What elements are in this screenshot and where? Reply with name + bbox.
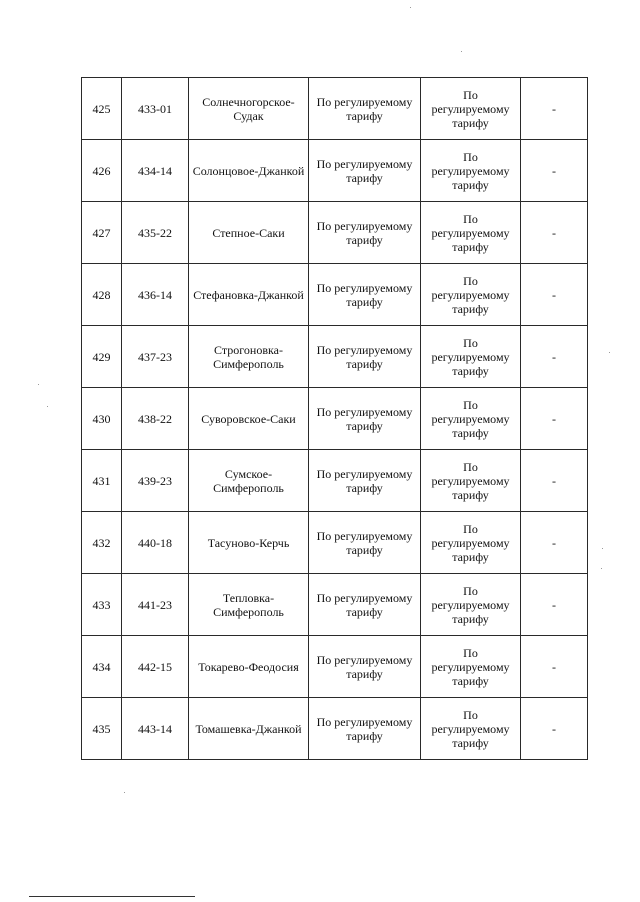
route-type: По регулируемому тарифу	[309, 698, 421, 760]
table-row	[82, 698, 588, 760]
route-extra: -	[521, 512, 588, 574]
route-extra: -	[521, 140, 588, 202]
route-type: По регулируемому тарифу	[309, 512, 421, 574]
route-extra: -	[521, 636, 588, 698]
row-number: 430	[82, 388, 122, 450]
route-type: По регулируемому тарифу	[309, 78, 421, 140]
row-number: 428	[82, 264, 122, 326]
row-number: 429	[82, 326, 122, 388]
route-name: Степное-Саки	[189, 202, 309, 264]
routes-table	[81, 77, 588, 760]
route-type: По регулируемому тарифу	[309, 636, 421, 698]
route-extra: -	[521, 78, 588, 140]
row-number: 432	[82, 512, 122, 574]
table-row	[82, 388, 588, 450]
route-code: 434-14	[122, 140, 189, 202]
table-row	[82, 450, 588, 512]
route-type: По регулируемому тарифу	[309, 140, 421, 202]
row-number: 425	[82, 78, 122, 140]
route-tariff: По регулируемому тарифу	[421, 78, 521, 140]
footnote-separator-line	[29, 896, 195, 897]
route-code: 435-22	[122, 202, 189, 264]
scan-speck	[601, 568, 602, 569]
route-tariff: По регулируемому тарифу	[421, 636, 521, 698]
route-type: По регулируемому тарифу	[309, 202, 421, 264]
route-code: 433-01	[122, 78, 189, 140]
row-number: 431	[82, 450, 122, 512]
route-name: Тепловка-Симферополь	[189, 574, 309, 636]
scan-speck	[47, 406, 48, 407]
row-number: 426	[82, 140, 122, 202]
route-code: 442-15	[122, 636, 189, 698]
table-row	[82, 264, 588, 326]
route-name: Солонцовое-Джанкой	[189, 140, 309, 202]
route-tariff: По регулируемому тарифу	[421, 574, 521, 636]
route-name: Стефановка-Джанкой	[189, 264, 309, 326]
route-extra: -	[521, 698, 588, 760]
scan-speck	[38, 384, 39, 385]
route-name: Суворовское-Саки	[189, 388, 309, 450]
scan-speck	[461, 51, 462, 52]
route-tariff: По регулируемому тарифу	[421, 450, 521, 512]
table-row	[82, 140, 588, 202]
route-tariff: По регулируемому тарифу	[421, 512, 521, 574]
route-tariff: По регулируемому тарифу	[421, 698, 521, 760]
route-name: Строгоновка-Симферополь	[189, 326, 309, 388]
scan-speck	[602, 548, 603, 549]
route-code: 441-23	[122, 574, 189, 636]
route-extra: -	[521, 574, 588, 636]
route-tariff: По регулируемому тарифу	[421, 140, 521, 202]
table-row	[82, 202, 588, 264]
route-name: Тасуново-Керчь	[189, 512, 309, 574]
table-row	[82, 512, 588, 574]
scan-speck	[410, 7, 411, 8]
route-extra: -	[521, 264, 588, 326]
row-number: 427	[82, 202, 122, 264]
route-name: Солнечногорское-Судак	[189, 78, 309, 140]
row-number: 434	[82, 636, 122, 698]
route-name: Токарево-Феодосия	[189, 636, 309, 698]
route-extra: -	[521, 202, 588, 264]
route-tariff: По регулируемому тарифу	[421, 202, 521, 264]
table-row	[82, 78, 588, 140]
route-type: По регулируемому тарифу	[309, 326, 421, 388]
row-number: 435	[82, 698, 122, 760]
route-type: По регулируемому тарифу	[309, 574, 421, 636]
route-type: По регулируемому тарифу	[309, 450, 421, 512]
route-code: 438-22	[122, 388, 189, 450]
route-tariff: По регулируемому тарифу	[421, 264, 521, 326]
route-extra: -	[521, 388, 588, 450]
route-type: По регулируемому тарифу	[309, 264, 421, 326]
route-name: Томашевка-Джанкой	[189, 698, 309, 760]
route-code: 436-14	[122, 264, 189, 326]
table-row	[82, 574, 588, 636]
scan-speck	[609, 352, 610, 353]
route-tariff: По регулируемому тарифу	[421, 326, 521, 388]
route-code: 437-23	[122, 326, 189, 388]
route-name: Сумское-Симферополь	[189, 450, 309, 512]
row-number: 433	[82, 574, 122, 636]
route-type: По регулируемому тарифу	[309, 388, 421, 450]
scan-speck	[124, 792, 125, 793]
route-extra: -	[521, 326, 588, 388]
route-code: 439-23	[122, 450, 189, 512]
route-tariff: По регулируемому тарифу	[421, 388, 521, 450]
table-row	[82, 326, 588, 388]
route-code: 440-18	[122, 512, 189, 574]
table-row	[82, 636, 588, 698]
route-code: 443-14	[122, 698, 189, 760]
route-extra: -	[521, 450, 588, 512]
